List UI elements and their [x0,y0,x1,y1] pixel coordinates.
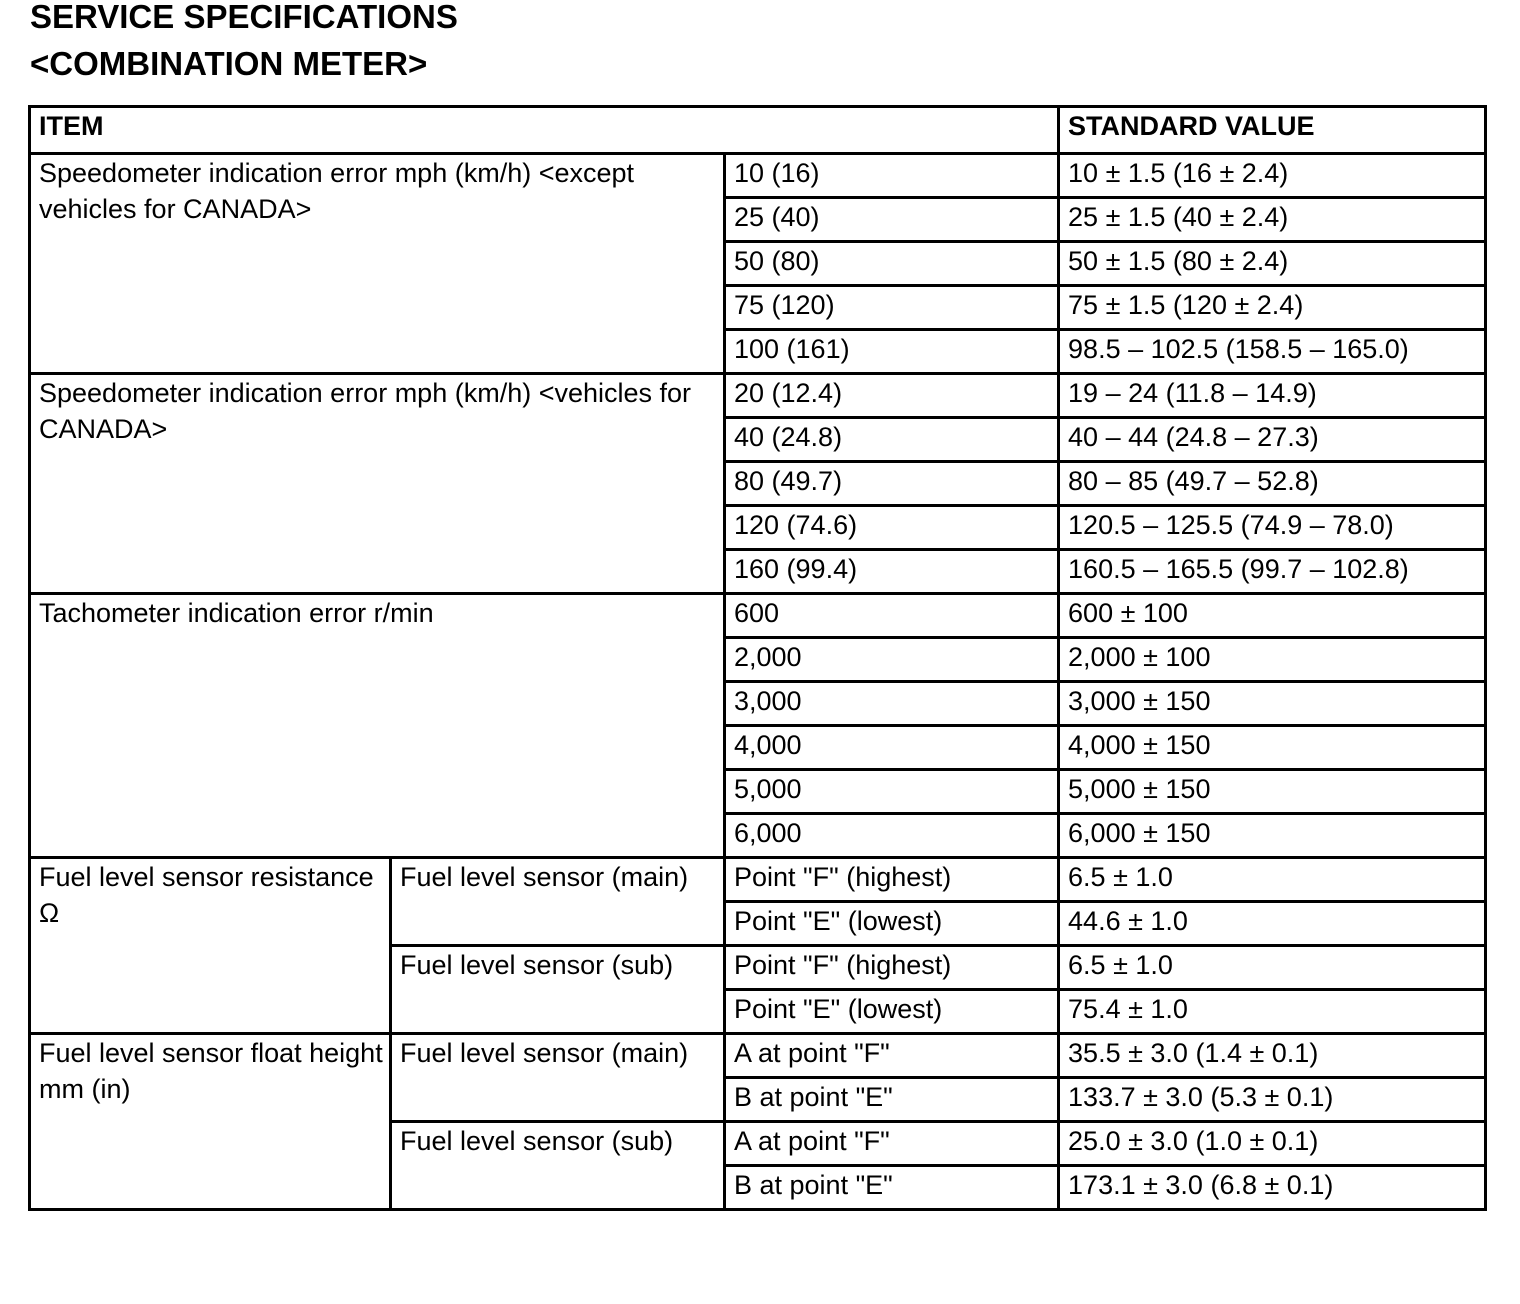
table-row [30,374,1486,418]
service-spec-table [28,105,1487,1211]
standard-value: 3,000 ± 150 [1059,682,1486,726]
standard-value: 50 ± 1.5 (80 ± 2.4) [1059,242,1486,286]
test-condition: 20 (12.4) [725,374,1059,418]
standard-value: 25.0 ± 3.0 (1.0 ± 0.1) [1059,1122,1486,1166]
test-condition: 80 (49.7) [725,462,1059,506]
item-tachometer: Tachometer indication error r/min [30,594,725,858]
item-fuel-sensor-float-height: Fuel level sensor float height mm (in) [30,1034,391,1210]
sub-item-fuel-sensor-main: Fuel level sensor (main) [391,858,725,946]
test-condition: 2,000 [725,638,1059,682]
test-condition: 50 (80) [725,242,1059,286]
standard-value: 44.6 ± 1.0 [1059,902,1486,946]
test-condition: B at point "E" [725,1166,1059,1210]
standard-value: 4,000 ± 150 [1059,726,1486,770]
standard-value: 40 – 44 (24.8 – 27.3) [1059,418,1486,462]
header-standard-value: STANDARD VALUE [1059,107,1486,154]
test-condition: 3,000 [725,682,1059,726]
standard-value: 120.5 – 125.5 (74.9 – 78.0) [1059,506,1486,550]
test-condition: Point "F" (highest) [725,858,1059,902]
standard-value: 19 – 24 (11.8 – 14.9) [1059,374,1486,418]
standard-value: 600 ± 100 [1059,594,1486,638]
test-condition: 4,000 [725,726,1059,770]
item-speedometer-canada: Speedometer indication error mph (km/h) <vehicles for CANADA> [30,374,725,594]
standard-value: 98.5 – 102.5 (158.5 – 165.0) [1059,330,1486,374]
sub-item-fuel-sensor-sub: Fuel level sensor (sub) [391,946,725,1034]
standard-value: 75 ± 1.5 (120 ± 2.4) [1059,286,1486,330]
test-condition: 10 (16) [725,154,1059,198]
test-condition: B at point "E" [725,1078,1059,1122]
test-condition: 120 (74.6) [725,506,1059,550]
item-speedometer-us: Speedometer indication error mph (km/h) <except vehicles for CANADA> [30,154,725,374]
test-condition: A at point "F" [725,1122,1059,1166]
test-condition: 600 [725,594,1059,638]
standard-value: 75.4 ± 1.0 [1059,990,1486,1034]
standard-value: 133.7 ± 3.0 (5.3 ± 0.1) [1059,1078,1486,1122]
test-condition: 5,000 [725,770,1059,814]
standard-value: 173.1 ± 3.0 (6.8 ± 0.1) [1059,1166,1486,1210]
standard-value: 5,000 ± 150 [1059,770,1486,814]
test-condition: Point "E" (lowest) [725,902,1059,946]
table-header-row [30,107,1486,154]
standard-value: 6.5 ± 1.0 [1059,946,1486,990]
standard-value: 6.5 ± 1.0 [1059,858,1486,902]
table-row [30,154,1486,198]
test-condition: 160 (99.4) [725,550,1059,594]
sub-item-fuel-sensor-main: Fuel level sensor (main) [391,1034,725,1122]
item-fuel-sensor-resistance: Fuel level sensor resistance Ω [30,858,391,1034]
page-subtitle: <COMBINATION METER> [30,45,428,82]
test-condition: A at point "F" [725,1034,1059,1078]
test-condition: 75 (120) [725,286,1059,330]
table-row [30,1034,1486,1078]
sub-item-fuel-sensor-sub: Fuel level sensor (sub) [391,1122,725,1210]
table-row [30,858,1486,902]
standard-value: 2,000 ± 100 [1059,638,1486,682]
page-title: SERVICE SPECIFICATIONS [30,0,458,35]
standard-value: 25 ± 1.5 (40 ± 2.4) [1059,198,1486,242]
standard-value: 6,000 ± 150 [1059,814,1486,858]
test-condition: 40 (24.8) [725,418,1059,462]
test-condition: Point "F" (highest) [725,946,1059,990]
test-condition: 25 (40) [725,198,1059,242]
table-row [30,594,1486,638]
standard-value: 35.5 ± 3.0 (1.4 ± 0.1) [1059,1034,1486,1078]
test-condition: 6,000 [725,814,1059,858]
standard-value: 160.5 – 165.5 (99.7 – 102.8) [1059,550,1486,594]
standard-value: 80 – 85 (49.7 – 52.8) [1059,462,1486,506]
standard-value: 10 ± 1.5 (16 ± 2.4) [1059,154,1486,198]
header-item: ITEM [30,107,1059,154]
test-condition: 100 (161) [725,330,1059,374]
test-condition: Point "E" (lowest) [725,990,1059,1034]
